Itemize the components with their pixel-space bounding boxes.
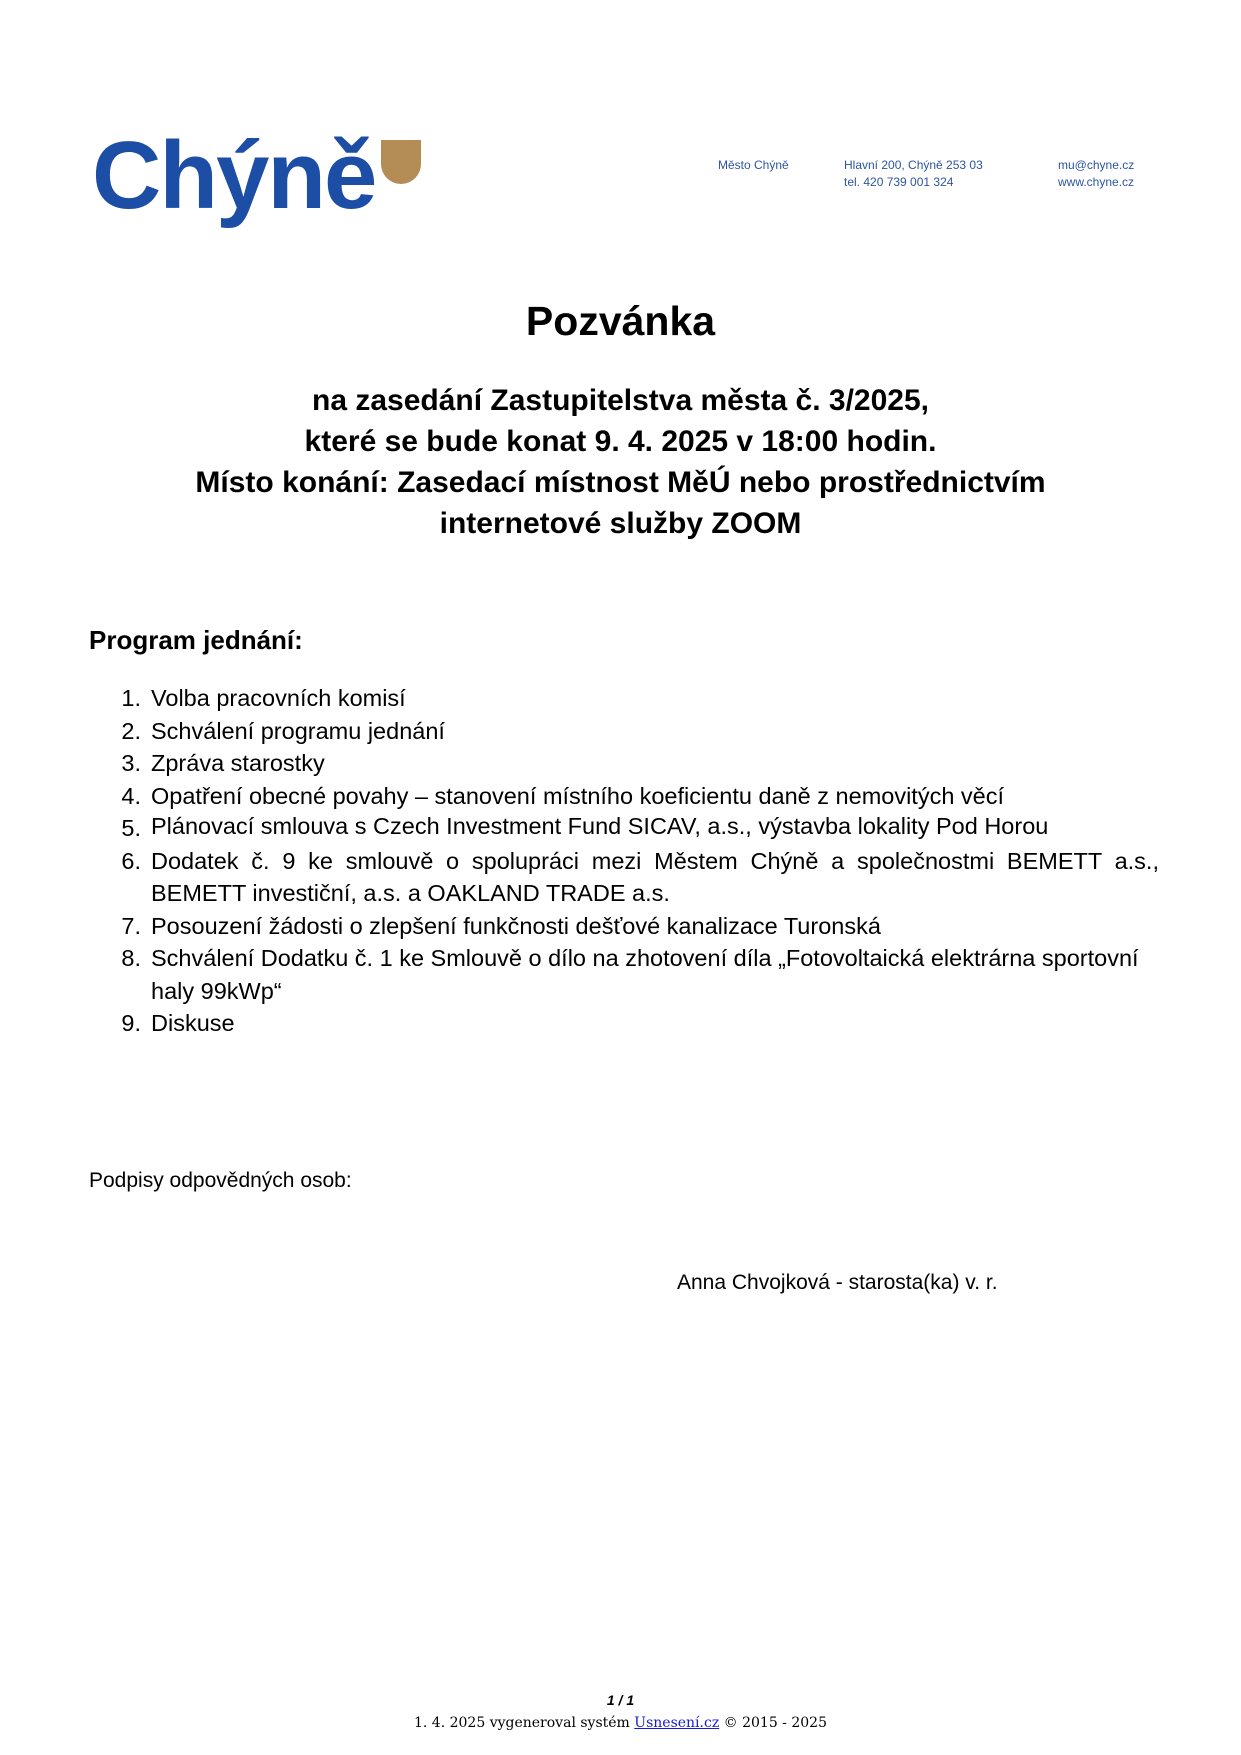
agenda-item — [89, 845, 1159, 910]
phone: tel. 420 739 001 324 — [844, 175, 954, 189]
agenda-text: Zpráva starostky — [151, 750, 325, 776]
agenda-number: 1. — [121, 685, 141, 711]
generated-prefix: 1. 4. 2025 vygeneroval systém — [414, 1715, 635, 1731]
signer-name: Anna Chvojková - starosta(ka) v. r. — [677, 1271, 998, 1294]
agenda-text: Opatření obecné povahy – stanovení místního koeficientu daně z nemovitých věcí — [151, 782, 1005, 809]
agenda-text: Schválení programu jednání — [151, 717, 445, 744]
meeting-info-line: internetové služby ZOOM — [439, 507, 802, 540]
meeting-info-line: na zasedání Zastupitelstva města č. 3/2025, — [312, 384, 929, 417]
generated-footer — [0, 1715, 1241, 1731]
logo-text: Chýně — [92, 122, 376, 229]
agenda-item — [89, 812, 1159, 845]
agenda-item — [89, 942, 1159, 1007]
agenda-number: 7. — [121, 912, 141, 939]
agenda-list — [89, 682, 1159, 1040]
chyne-logo — [92, 122, 421, 229]
contact-address — [844, 157, 983, 191]
agenda-number: 9. — [121, 1010, 141, 1036]
agenda-number: 4. — [121, 782, 141, 809]
contact-org — [718, 157, 789, 174]
address: Hlavní 200, Chýně 253 03 — [844, 158, 983, 172]
agenda-text: Diskuse — [151, 1010, 235, 1036]
usneseni-link[interactable]: Usnesení.cz — [634, 1715, 720, 1731]
website: www.chyne.cz — [1058, 175, 1135, 189]
meeting-info-line: které se bude konat 9. 4. 2025 v 18:00 hodin. — [304, 425, 937, 458]
contact-online — [1058, 157, 1134, 191]
agenda-item — [89, 780, 1159, 813]
meeting-info-line: Místo konání: Zasedací místnost MěÚ nebo prostřednictvím — [195, 466, 1046, 499]
page-number: 1 / 1 — [606, 1692, 635, 1708]
agenda-number: 3. — [121, 750, 141, 776]
agenda-number: 6. — [121, 847, 141, 874]
agenda-number: 8. — [121, 945, 141, 971]
shield-icon — [381, 140, 421, 184]
agenda-text: Volba pracovních komisí — [151, 685, 406, 711]
meeting-info — [0, 380, 1241, 544]
signatures-label: Podpisy odpovědných osob: — [89, 1169, 352, 1192]
agenda-item — [89, 910, 1159, 943]
agenda-item — [89, 715, 1159, 748]
agenda-text: Schválení Dodatku č. 1 ke Smlouvě o dílo na zhotovení díla „Fotovoltaická elektrárna sportovní haly 99kWp“ — [151, 945, 1139, 1004]
agenda-item — [89, 682, 1159, 715]
page-title: Pozvánka — [525, 298, 716, 344]
email: mu@chyne.cz — [1058, 158, 1135, 172]
agenda-number: 5. — [121, 815, 141, 841]
agenda-number: 2. — [121, 717, 141, 744]
program-heading: Program jednání: — [89, 625, 303, 655]
generated-suffix: © 2015 - 2025 — [719, 1715, 827, 1731]
agenda-item — [89, 747, 1159, 780]
agenda-text: Posouzení žádosti o zlepšení funkčnosti dešťové kanalizace Turonská — [151, 912, 881, 939]
org-name: Město Chýně — [718, 158, 789, 172]
agenda-text: Dodatek č. 9 ke smlouvě o spolupráci mezi Městem Chýně a společnostmi BEMETT a.s., BEMETT investiční, a.s. a OAKLAND TRADE a.s. — [151, 847, 1159, 906]
agenda-item — [89, 1007, 1159, 1040]
agenda-text: Plánovací smlouva s Czech Investment Fund SICAV, a.s., výstavba lokality Pod Horou — [151, 813, 1049, 839]
